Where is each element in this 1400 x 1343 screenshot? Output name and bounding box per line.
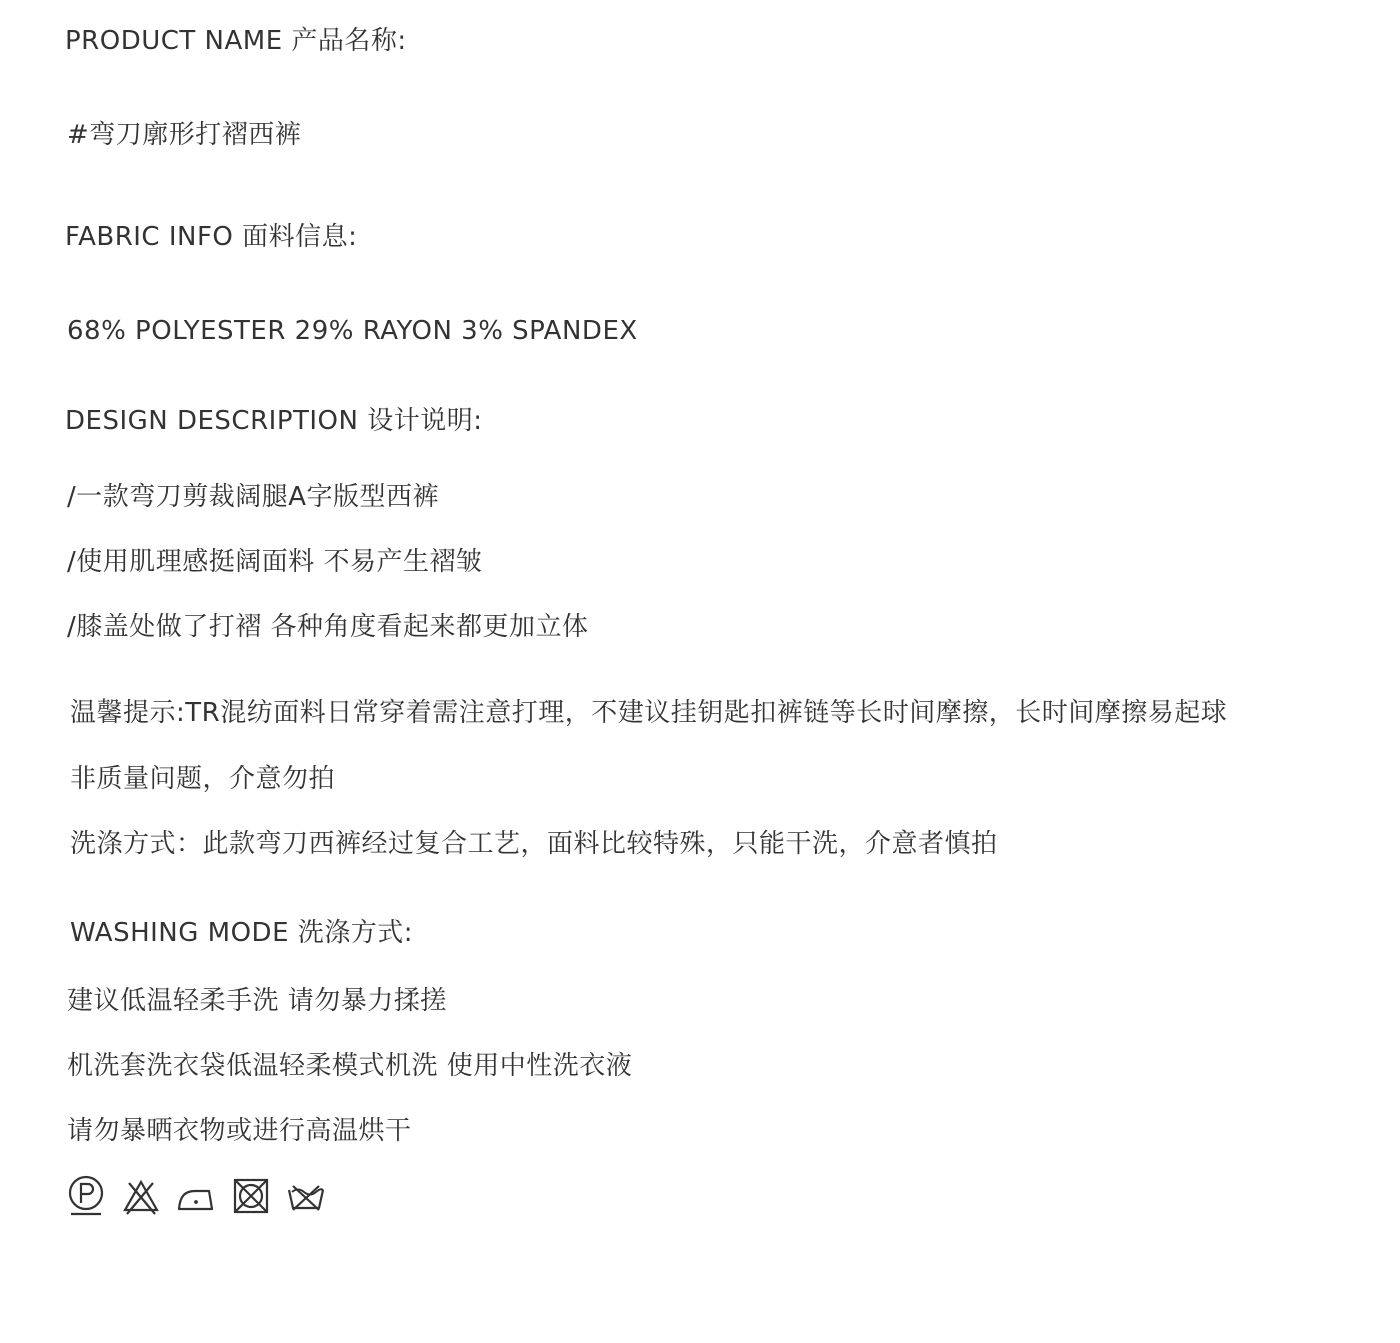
product-name-value: #弯刀廓形打褶西裤 (67, 120, 302, 150)
washing-instruction: 请勿暴晒衣物或进行高温烘干 (67, 1116, 412, 1146)
iron-low-heat-icon (176, 1174, 216, 1218)
fabric-composition: 68% POLYESTER 29% RAYON 3% SPANDEX (67, 316, 638, 346)
washing-mode-heading: WASHING MODE 洗涤方式: (70, 918, 414, 948)
washing-instruction: 建议低温轻柔手洗 请勿暴力揉搓 (67, 986, 447, 1016)
do-not-bleach-icon (121, 1174, 161, 1218)
design-description-heading: DESIGN DESCRIPTION 设计说明: (65, 406, 483, 436)
product-name-heading: PRODUCT NAME 产品名称: (65, 26, 407, 56)
washing-method-note: 洗涤方式：此款弯刀西裤经过复合工艺，面料比较特殊，只能干洗，介意者慎拍 (70, 829, 998, 859)
fabric-info-heading: FABRIC INFO 面料信息: (65, 222, 358, 252)
care-tip-line-2: 非质量问题，介意勿拍 (70, 764, 336, 794)
design-point: /一款弯刀剪裁阔腿A字版型西裤 (67, 482, 440, 512)
design-point: /膝盖处做了打褶 各种角度看起来都更加立体 (67, 612, 589, 642)
do-not-tumble-dry-icon (231, 1174, 271, 1218)
design-point: /使用肌理感挺阔面料 不易产生褶皱 (67, 547, 483, 577)
care-symbols (66, 1174, 326, 1218)
do-not-wash-icon (286, 1174, 326, 1218)
care-tip-line-1: 温馨提示:TR混纺面料日常穿着需注意打理，不建议挂钥匙扣裤链等长时间摩擦，长时间摩擦易起球 (70, 698, 1228, 728)
dry-clean-p-icon (66, 1174, 106, 1218)
washing-instruction: 机洗套洗衣袋低温轻柔模式机洗 使用中性洗衣液 (67, 1051, 633, 1081)
